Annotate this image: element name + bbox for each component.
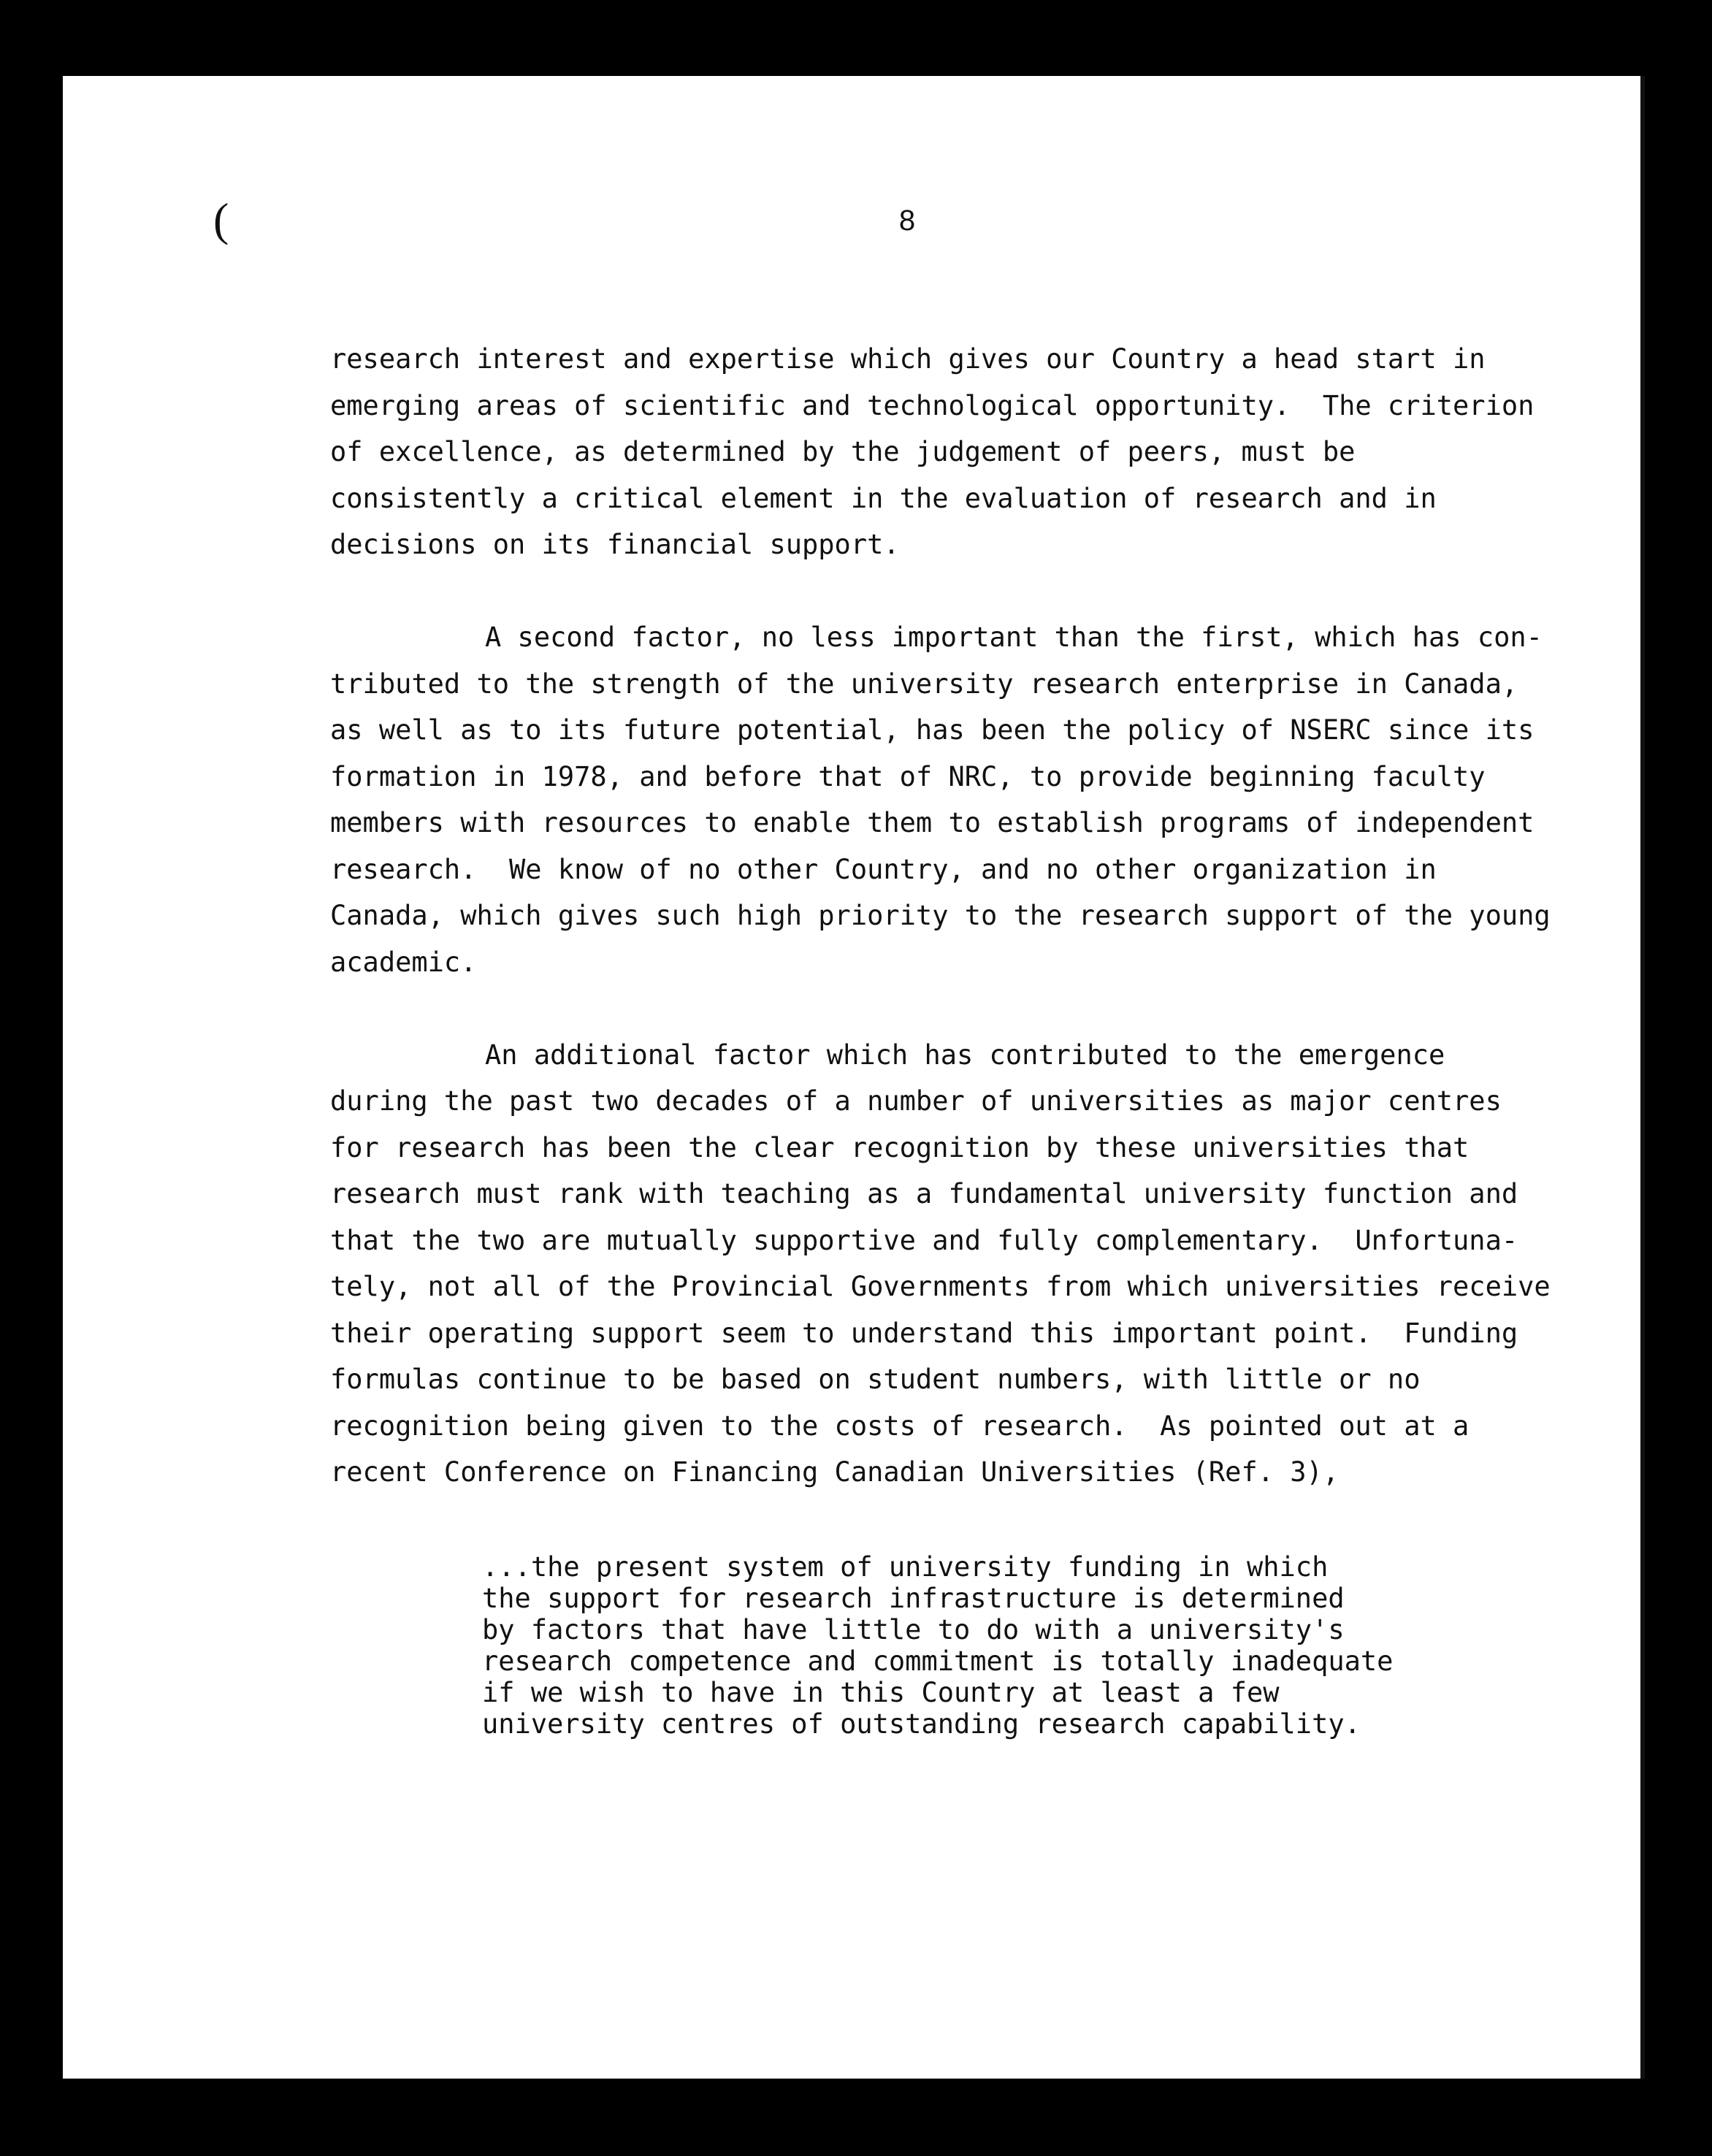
body-text: [330, 336, 1601, 1496]
document-page: [63, 76, 1645, 2079]
paragraph-3-line: An additional factor which has contributed to the emergence: [485, 1039, 1445, 1071]
paragraph-1-line: emerging areas of scientific and technological opportunity. The criterion: [330, 389, 1535, 421]
page-number: 8: [898, 204, 916, 237]
paragraph-2-line: as well as to its future potential, has been the policy of NSERC since its: [330, 714, 1535, 746]
paragraph-gap: [330, 985, 1601, 1032]
block-quote: [482, 1551, 1475, 1740]
paragraph-2-line: academic.: [330, 946, 477, 978]
paragraph-2-line: members with resources to enable them to establish programs of independent: [330, 807, 1535, 838]
paragraph-3-line: tely, not all of the Provincial Governments from which universities receive: [330, 1271, 1551, 1302]
paragraph-3-line: research must rank with teaching as a fundamental university function and: [330, 1178, 1518, 1209]
paragraph-3-line: recent Conference on Financing Canadian Universities (Ref. 3),: [330, 1456, 1340, 1488]
quote-line: by factors that have little to do with a university's: [482, 1614, 1345, 1645]
paragraph-2-line: A second factor, no less important than the first, which has con-: [485, 622, 1543, 653]
paragraph-2-line: tributed to the strength of the university research enterprise in Canada,: [330, 668, 1518, 700]
quote-line: ...the present system of university funding in which: [482, 1551, 1329, 1583]
paragraph-3-line: for research has been the clear recognition by these universities that: [330, 1131, 1470, 1163]
paragraph-2-line: research. We know of no other Country, and no other organization in: [330, 853, 1437, 885]
margin-bracket-mark: (: [213, 194, 229, 245]
paragraph-1-line: decisions on its financial support.: [330, 529, 900, 560]
paragraph-3-line: that the two are mutually supportive and fully complementary. Unfortuna-: [330, 1224, 1518, 1256]
paragraph-1-line: research interest and expertise which gives our Country a head start in: [330, 343, 1486, 375]
paragraph-3-line: during the past two decades of a number of universities as major centres: [330, 1085, 1502, 1117]
paragraph-2-line: formation in 1978, and before that of NRC, to provide beginning faculty: [330, 760, 1486, 792]
quote-line: research competence and commitment is totally inadequate: [482, 1645, 1394, 1677]
quote-line: if we wish to have in this Country at least a few: [482, 1677, 1280, 1708]
quote-line: university centres of outstanding research capability.: [482, 1708, 1361, 1740]
paragraph-3-line: their operating support seem to understand this important point. Funding: [330, 1317, 1518, 1349]
paragraph-1-line: of excellence, as determined by the judgement of peers, must be: [330, 436, 1356, 467]
paragraph-2-line: Canada, which gives such high priority to the research support of the young: [330, 900, 1551, 931]
paragraph-1-line: consistently a critical element in the evaluation of research and in: [330, 482, 1437, 514]
paragraph-3-line: recognition being given to the costs of research. As pointed out at a: [330, 1410, 1470, 1442]
quote-line: the support for research infrastructure is determined: [482, 1583, 1345, 1614]
paragraph-gap: [330, 568, 1601, 615]
paragraph-3-line: formulas continue to be based on student numbers, with little or no: [330, 1364, 1421, 1395]
